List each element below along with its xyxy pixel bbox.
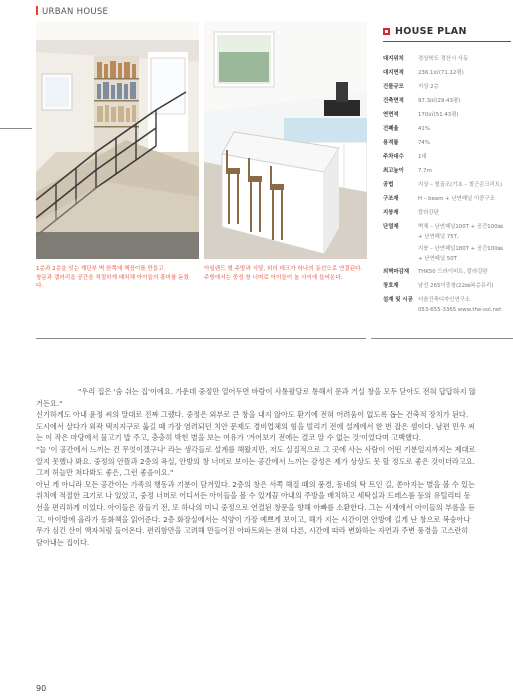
spec-label: 창호재 xyxy=(383,283,399,289)
body-paragraph: 아닌 게 아니라 모든 공간이는 가족의 행동과 기분이 담겨있다. 2층의 창은 서쪽 해질 때의 풍경, 동네의 탁 트인 길, 쏟아지는 별을 볼 수 있는 위치에 적절한 크기로 나 있었고, 중정 너머로 어디서든 아이들을 볼 수 있게끔 아내의 주방을 배치하고 세탁실과 드레스룸 등의 유틸리티 동선을 편리하게 이었다. 아이들은 잠들기 전, 또 하나의 미니 중정으로 연결된 창문을 향해 아빠를 소환한다. 그는 서재에서 아이들의 부름을 듣고, 아이방에 올라가 동화책을 읽어준다. 2층 화장실에서는 석양이 가장 예쁘게 보이고, 해가 지는 시간이면 안방에 길게 난 창으로 복숭아나무가 심긴 산이 액자처럼 들어온다. 편리함만을 고려해 만들어진 아파트와는 전혀 다른, 시간에 따라 변화하는 자연과 주변 풍경을 고스란히 담아내는 집이다. xyxy=(36,479,476,547)
spec-value: 벽체 – 난연패널100T + 공간100㎜ xyxy=(418,224,503,230)
house-plan-header xyxy=(383,26,511,42)
spec-value: 053-655-3365 www.the-sol.net xyxy=(418,307,502,313)
spec-label: 외벽마감재 xyxy=(383,269,410,275)
spec-label: 주차대수 xyxy=(383,154,404,160)
spec-value: 97.3㎡(29.43평) xyxy=(418,98,461,104)
spec-value: H – beam + 난연패널 이중구조 xyxy=(418,196,495,202)
spec-value: 경상북도 경산시 사동 xyxy=(418,56,469,62)
article-body xyxy=(36,386,476,548)
spec-value: 170㎡(51.43평) xyxy=(418,112,459,118)
house-plan xyxy=(383,26,511,313)
spec-label: 최고높이 xyxy=(383,168,404,174)
spec-label: 단열재 xyxy=(383,224,399,230)
spec-label: 공법 xyxy=(383,182,394,188)
spec-label: 건물규모 xyxy=(383,84,404,90)
photo-caption-2: 아일랜드 형 주방과 식당, 외의 데크가 하나의 동선으로 연결된다. 주방에서는 중정 창 너머로 아이들이 놀 사이에 들어온다. xyxy=(204,266,363,281)
body-paragraph: "늘 '이 공간에서 느끼는 건 무엇이겠구나' 라는 생각들로 설계를 해왔지만, 저도 실질적으로 그 곳에 사는 사람이 어떤 기분일지까지는 제대로 알지 못했나 봐요. 중정의 안뜰과 2층의 욕실, 안방의 창 너머로 보이는 공간에서 느끼는 감성은 제가 상상도 못 할 정도로 좋은 것이더라고요. 그저 허늘만 쳐다봐도 좋은, 그런 좋음이요." xyxy=(36,444,476,478)
kitchen-photo xyxy=(204,22,367,259)
spec-label: 설계 및 시공 xyxy=(383,297,413,303)
body-paragraph: "우리 집은 '숨 쉬는 집'이에요. 가운데 중정만 열어두면 바람이 사통팔달로 통해서 문과 거실 창을 모두 닫아도 전혀 답답하지 않거든요." xyxy=(36,387,476,408)
spec-label: 대지위치 xyxy=(383,56,404,62)
spec-value: 지상 – 철골조(기초 – 철근콘크리트) xyxy=(418,182,503,188)
section-divider xyxy=(36,338,366,339)
interior-stairs-illustration xyxy=(36,22,199,259)
spec-label: 대지면적 xyxy=(383,70,404,76)
spec-label: 지붕재 xyxy=(383,210,399,216)
photo-caption-1: 1층과 2층을 잇는 계단부 벽 한쪽에 책장이를 만들고 창문과 갤러리을 공간을 적절하게 배치해 아이들의 흥미를 돋웠다. xyxy=(36,266,189,290)
spec-label: 구조재 xyxy=(383,196,399,202)
interior-stairs-photo xyxy=(36,22,199,259)
spec-label: 용적률 xyxy=(383,140,399,146)
section-title: URBAN HOUSE xyxy=(42,7,109,17)
spec-value: 74% xyxy=(418,140,430,146)
spec-value: THK50 드라이비트, 칼라강판 xyxy=(418,269,488,275)
spec-value: 더솔건축디자인연구소 xyxy=(418,297,471,303)
body-paragraph: 신기하게도 아내 윤정 씨의 말대로 진짜 그랬다. 중정은 외부로 큰 창을 내지 않아도 환기에 전혀 어려움이 없도록 돕는 건축적 장치가 된다. 도시에서 살다가 외곽 택지지구로 옮길 때 가장 염려되던 치안 문제도 경비업체의 힘을 빌리기 전에 설계에서 한 번 잡은 셈이다. 남편 민우 씨는 이 작은 마당에서 물고기 밥 주고, 충충히 박힌 별을 보는 여유가 '겨어보기 전에는 결코 알 수 없는 것'이었다며 고백했다. xyxy=(36,410,476,443)
page-number: 90 xyxy=(36,684,47,693)
spec-value: 지상 2층 xyxy=(418,84,439,90)
spec-value: 지붕 – 난연패널180T + 공간100㎜ xyxy=(418,246,503,252)
spec-value: + 난연패널 50T xyxy=(418,256,457,262)
spec-label: 건폐율 xyxy=(383,126,399,132)
house-plan-marker-icon xyxy=(383,28,390,35)
spec-value: 7.7m xyxy=(418,168,432,174)
margin-rule xyxy=(0,128,32,129)
spec-label: 건축면적 xyxy=(383,98,404,104)
spec-value: + 난연패널 75T, xyxy=(418,234,459,240)
kitchen-illustration xyxy=(204,22,367,259)
spec-label: 연면적 xyxy=(383,112,399,118)
spec-value: 1대 xyxy=(418,154,427,160)
house-plan-title: HOUSE PLAN xyxy=(395,26,467,37)
section-header xyxy=(36,6,108,17)
spec-value: 칼라강판 xyxy=(418,210,439,216)
accent-bar xyxy=(36,6,38,15)
spec-value: 남선 265이중창(22㎜복층유리) xyxy=(418,283,494,289)
spec-value: 41% xyxy=(418,126,430,132)
section-divider-right xyxy=(371,338,513,339)
spec-value: 236.1㎡(71.12평) xyxy=(418,70,464,76)
